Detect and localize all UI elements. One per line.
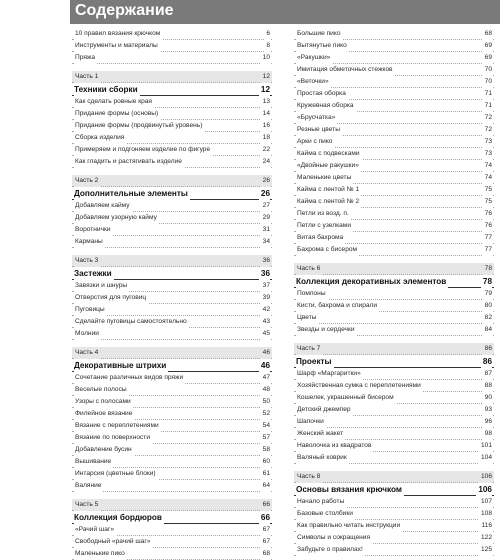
entry-page-number: 39 [261,292,270,304]
toc-entry [294,404,494,416]
entry-title: Придание формы (продвинутый уровень) [75,120,204,132]
toc-entry [294,544,494,556]
toc-entry [294,136,494,148]
entry-title: Шарф «Маргаритки» [297,368,363,380]
entry-page-number: 68 [261,548,270,560]
entry-title: Как правильно читать инструкции [297,520,402,532]
entry-page-number: 27 [261,200,270,212]
entry-title: «Двойные ракушки» [297,160,361,172]
toc-entry [294,172,494,184]
entry-page-number: 67 [261,536,270,548]
entry-page-number: 36 [260,269,270,278]
toc-entry [294,124,494,136]
entry-page-number: 87 [483,368,492,380]
entry-page-number: 18 [261,132,270,144]
entry-title: Вытянутые пико [297,40,349,52]
entry-title: Интарсия (цветные блоки) [75,468,158,480]
toc-entry [294,300,494,312]
toc-entry [294,312,494,324]
toc-entry [294,100,494,112]
entry-page-number: 75 [483,196,492,208]
entry-page-number: 93 [483,404,492,416]
entry-title: Бахрома с бисером [297,244,359,256]
entry-title: Вышивание [75,456,113,468]
entry-page-number: 86 [482,357,492,366]
entry-title: Забудьте о правилах! [297,544,365,556]
toc-entry [72,444,272,456]
entry-page-number: 74 [483,172,492,184]
entry-page-number: 76 [483,220,492,232]
entry-page-number: 13 [261,96,270,108]
toc-entry [294,220,494,232]
entry-page-number: 66 [260,513,270,522]
entry-page-number: 37 [261,280,270,292]
entry-page-number: 52 [261,408,270,420]
entry-title: Детский джемпер [297,404,353,416]
entry-page-number: 26 [260,189,270,198]
toc-entry [294,52,494,64]
toc-entry [294,76,494,88]
section-gap [294,336,494,343]
toc-entry [294,496,494,508]
entry-title: «Брусчатка» [297,112,337,124]
toc-entry [72,536,272,548]
entry-title: Кружевная оборка [297,100,356,112]
entry-title: Часть 5 [75,499,100,511]
entry-title: Коллекция декоративных элементов [296,277,447,286]
entry-title: Инструменты и материалы [75,40,160,52]
entry-page-number: 72 [483,112,492,124]
entry-title: Коллекция бордюров [74,513,162,522]
entry-page-number: 74 [483,160,492,172]
entry-title: Женский жакет [297,428,345,440]
toc-entry [72,456,272,468]
toc-entry [294,520,494,532]
toc-entry [72,96,272,108]
entry-title: Придание формы (основы) [75,108,160,120]
entry-title: Отверстия для пуговиц [75,292,148,304]
entry-page-number: 69 [483,40,492,52]
entry-page-number: 68 [483,28,492,40]
entry-page-number: 69 [483,52,492,64]
toc-entry [294,184,494,196]
toc-entry [72,236,272,248]
entry-title: Проекты [296,357,332,366]
entry-title: Звезды и сердечки [297,324,357,336]
toc-entry [72,372,272,384]
entry-title: Часть 4 [75,347,100,359]
toc-entry [72,108,272,120]
toc-entry [294,64,494,76]
entry-title: Петли из возд. п. [297,208,351,220]
entry-page-number: 67 [261,524,270,536]
entry-title: Узоры с полосами [75,396,133,408]
section-gap [72,168,272,175]
toc-entry [294,368,494,380]
toc-entry [294,28,494,40]
entry-page-number: 57 [261,432,270,444]
entry-page-number: 12 [260,85,270,94]
entry-title: Вязание с переплетениями [75,420,161,432]
section-gap [72,248,272,255]
entry-title: Воротнички [75,224,113,236]
toc-left-column [72,28,272,560]
toc-entry [294,232,494,244]
entry-title: Кайма с подвесками [297,148,362,160]
entry-title: Помпоны [297,288,328,300]
toc-entry [294,532,494,544]
entry-title: Техники сборки [74,85,138,94]
toc-entry [294,416,494,428]
toc-entry [72,408,272,420]
entry-page-number: 78 [482,277,492,286]
entry-page-number: 116 [479,520,492,532]
toc-entry [294,508,494,520]
entry-page-number: 106 [478,485,492,494]
entry-title: Валяние [75,480,103,492]
entry-page-number: 73 [483,148,492,160]
toc-entry [72,304,272,316]
entry-title: Пуговицы [75,304,107,316]
entry-page-number: 43 [261,316,270,328]
section-heading-row [72,359,272,372]
toc-entry [294,428,494,440]
entry-page-number: 10 [261,52,270,64]
entry-title: Веселые полосы [75,384,129,396]
entry-page-number: 54 [261,420,270,432]
section-gap [294,464,494,471]
part-label-row [72,347,272,359]
entry-title: Маленькие цветы [297,172,353,184]
toc-entry [72,524,272,536]
entry-title: Витая бахрома [297,232,345,244]
entry-title: Кайма с лентой № 2 [297,196,361,208]
entry-page-number: 8 [264,40,270,52]
section-gap [72,340,272,347]
entry-title: Наволочка из квадратов [297,440,373,452]
entry-title: Шапочки [297,416,326,428]
entry-title: Имитация обметочных стежков [297,64,395,76]
entry-page-number: 12 [261,71,270,83]
entry-page-number: 76 [483,208,492,220]
entry-title: «Ракушки» [297,52,332,64]
entry-title: «Рачий шаг» [75,524,116,536]
section-heading-row [294,355,494,368]
section-heading-row [72,267,272,280]
contents-header [70,0,500,24]
entry-page-number: 42 [261,304,270,316]
part-label-row [294,343,494,355]
entry-page-number: 88 [483,380,492,392]
entry-page-number: 60 [261,456,270,468]
toc-entry [72,280,272,292]
toc-entry [72,212,272,224]
entry-page-number: 80 [483,300,492,312]
entry-page-number: 16 [261,120,270,132]
entry-page-number: 71 [483,100,492,112]
entry-page-number: 90 [483,392,492,404]
entry-title: Добавляем кайму [75,200,132,212]
entry-title: Часть 7 [297,343,322,355]
entry-title: Кошелек, украшенный бисером [297,392,396,404]
part-label-row [72,175,272,187]
toc-entry [294,392,494,404]
toc-entry [294,40,494,52]
entry-page-number: 22 [261,144,270,156]
toc-entry [72,480,272,492]
toc-entry [72,156,272,168]
entry-page-number: 101 [479,440,492,452]
entry-page-number: 84 [483,324,492,336]
toc-entry [72,200,272,212]
section-heading-row [72,511,272,524]
entry-page-number: 58 [261,444,270,456]
entry-title: Примеряем и подгоняем изделие по фигуре [75,144,212,156]
entry-title: Маленькие пико [75,548,127,560]
entry-title: Резные цветы [297,124,342,136]
entry-title: Застежки [74,269,112,278]
toc-entry [72,468,272,480]
entry-page-number: 14 [261,108,270,120]
entry-title: Завязки и шнуры [75,280,129,292]
entry-page-number: 70 [483,64,492,76]
toc-entry [72,328,272,340]
entry-title: Часть 1 [75,71,100,83]
entry-page-number: 47 [261,372,270,384]
part-label-row [72,71,272,83]
section-gap [72,492,272,499]
toc-right-column [294,28,494,556]
toc-entry [72,384,272,396]
entry-title: Валяный коврик [297,452,349,464]
toc-entry [72,28,272,40]
entry-title: Кайма с лентой № 1 [297,184,361,196]
page-title: Содержание [75,2,174,19]
entry-title: Основы вязания крючком [296,485,402,494]
entry-page-number: 6 [264,28,270,40]
toc-entry [72,224,272,236]
entry-title: 10 правил вязания крючком [75,28,162,40]
entry-title: Вязание по поверхности [75,432,152,444]
entry-page-number: 64 [261,480,270,492]
entry-title: Как гладить и растягивать изделие [75,156,184,168]
entry-title: Свободный «рачий шаг» [75,536,152,548]
toc-entry [72,52,272,64]
toc-entry [294,324,494,336]
entry-page-number: 46 [260,361,270,370]
entry-page-number: 31 [261,224,270,236]
toc-entry [294,148,494,160]
entry-title: Символы и сокращения [297,532,372,544]
entry-page-number: 104 [479,452,492,464]
entry-page-number: 122 [479,532,492,544]
entry-page-number: 70 [483,76,492,88]
entry-title: Простая оборка [297,88,348,100]
toc-entry [72,548,272,560]
section-heading-row [294,483,494,496]
entry-page-number: 79 [483,288,492,300]
toc-entry [294,380,494,392]
entry-page-number: 78 [483,263,492,275]
entry-title: Дополнительные элементы [74,189,188,198]
part-label-row [294,263,494,275]
entry-page-number: 108 [479,508,492,520]
entry-page-number: 50 [261,396,270,408]
entry-title: Филейное вязание [75,408,134,420]
section-gap [72,64,272,71]
entry-title: Декоративные штрихи [74,361,167,370]
part-label-row [294,471,494,483]
part-label-row [72,499,272,511]
entry-page-number: 106 [479,471,492,483]
entry-title: Кисти, бахрома и спирали [297,300,379,312]
entry-title: Часть 3 [75,255,100,267]
part-label-row [72,255,272,267]
toc-entry [294,244,494,256]
entry-page-number: 26 [261,175,270,187]
entry-page-number: 107 [479,496,492,508]
entry-page-number: 61 [261,468,270,480]
entry-page-number: 77 [483,232,492,244]
section-heading-row [72,83,272,96]
entry-title: Начало работы [297,496,346,508]
entry-title: Сочетание различных видов пряжи [75,372,185,384]
entry-title: «Веточки» [297,76,331,88]
entry-title: Петли с узелками [297,220,353,232]
entry-title: Часть 2 [75,175,100,187]
toc-entry [294,88,494,100]
page-sidebar [0,0,70,500]
entry-page-number: 24 [261,156,270,168]
toc-entry [72,432,272,444]
entry-title: Часть 6 [297,263,322,275]
entry-title: Цветы [297,312,319,324]
toc-entry [294,112,494,124]
entry-title: Добавляем узорную кайму [75,212,159,224]
entry-page-number: 98 [483,428,492,440]
entry-title: Большие пико [297,28,342,40]
entry-title: Арки с пико [297,136,334,148]
toc-entry [72,132,272,144]
section-heading-row [294,275,494,288]
entry-page-number: 72 [483,124,492,136]
entry-title: Пряжа [75,52,97,64]
entry-title: Хозяйственная сумка с переплетениями [297,380,423,392]
toc-entry [72,40,272,52]
toc-entry [294,208,494,220]
entry-title: Как сделать ровные края [75,96,154,108]
toc-entry [72,396,272,408]
entry-title: Добавление бусин [75,444,134,456]
entry-page-number: 46 [261,347,270,359]
entry-page-number: 36 [261,255,270,267]
toc-entry [72,120,272,132]
entry-title: Сделайте пуговицы самостоятельно [75,316,189,328]
toc-entry [72,292,272,304]
entry-title: Молнии [75,328,101,340]
entry-page-number: 125 [479,544,492,556]
toc-entry [294,196,494,208]
entry-title: Сборка изделия [75,132,126,144]
entry-page-number: 48 [261,384,270,396]
toc-entry [294,160,494,172]
entry-page-number: 34 [261,236,270,248]
entry-page-number: 75 [483,184,492,196]
toc-entry [294,288,494,300]
entry-title: Часть 8 [297,471,322,483]
entry-page-number: 45 [261,328,270,340]
entry-page-number: 29 [261,212,270,224]
section-gap [294,256,494,263]
section-heading-row [72,187,272,200]
entry-title: Базовые столбики [297,508,355,520]
entry-page-number: 82 [483,312,492,324]
entry-page-number: 96 [483,416,492,428]
entry-title: Карманы [75,236,105,248]
toc-entry [72,420,272,432]
entry-page-number: 73 [483,136,492,148]
toc-entry [294,452,494,464]
entry-page-number: 77 [483,244,492,256]
entry-page-number: 71 [483,88,492,100]
toc-entry [294,440,494,452]
entry-page-number: 66 [261,499,270,511]
entry-page-number: 86 [483,343,492,355]
toc-entry [72,316,272,328]
toc-entry [72,144,272,156]
